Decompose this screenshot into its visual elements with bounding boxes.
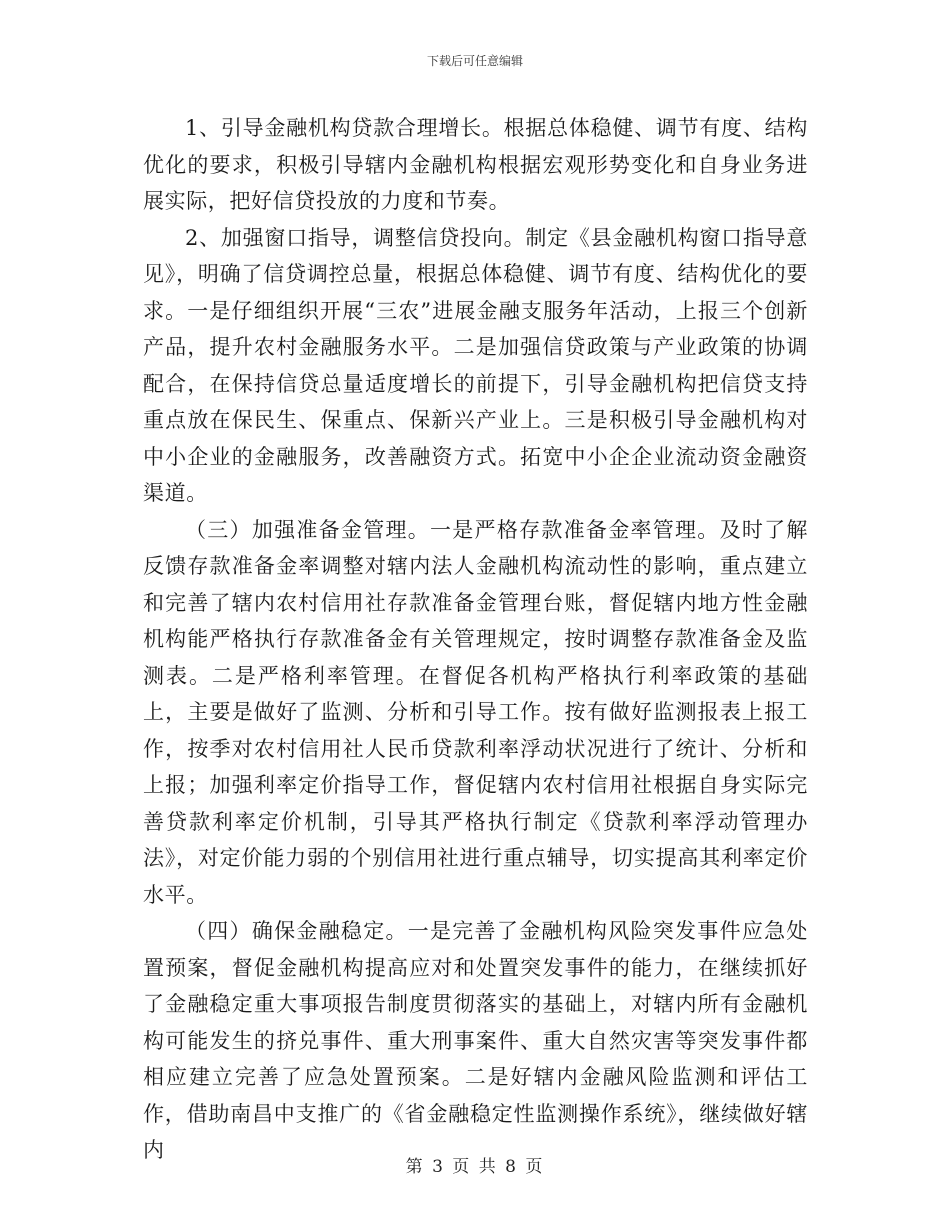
page-number-footer: 第 3 页 共 8 页 (405, 1157, 545, 1177)
paragraph-reserve-management: （三）加强准备金管理。一是严格存款准备金率管理。及时了解反馈存款准备金率调整对辖内法人金融机构流动性的影响，重点建立和完善了辖内农村信用社存款准备金管理台账，督促辖内地方性金融机构能严格执行存款准备金有关管理规定，按时调整存款准备金及监测表。二是严格利率管理。在督促各机构严格执行利率政策的基础上，主要是做好了监测、分析和引导工作。按有做好监测报表上报工作，按季对农村信用社人民币贷款利率浮动状况进行了统计、分析和上报；加强利率定价指导工作，督促辖内农村信用社根据自身实际完善贷款利率定价机制，引导其严格执行制定《贷款利率浮动管理办法》，对定价能力弱的个别信用社进行重点辅导，切实提高其利率定价水平。 (143, 517, 808, 907)
paragraph-financial-stability: （四）确保金融稳定。一是完善了金融机构风险突发事件应急处置预案，督促金融机构提高应对和处置突发事件的能力，在继续抓好了金融稳定重大事项报告制度贯彻落实的基础上，对辖内所有金融机构可能发生的挤兑事件、重大刑事案件、重大自然灾害等突发事件都相应建立完善了应急处置预案。二是好辖内金融风险监测和评估工作，借助南昌中支推广的《省金融稳定性监测操作系统》，继续做好辖内 (143, 919, 808, 1162)
document-body (143, 110, 808, 1169)
paragraph-loan-growth: 1、引导金融机构贷款合理增长。根据总体稳健、调节有度、结构优化的要求，积极引导辖内金融机构根据宏观形势变化和自身业务进展实际，把好信贷投放的力度和节奏。 (143, 116, 808, 213)
paragraph-window-guidance: 2、加强窗口指导，调整信贷投向。制定《县金融机构窗口指导意见》，明确了信贷调控总量，根据总体稳健、调节有度、结构优化的要求。一是仔细组织开展“三农”进展金融支服务年活动，上报三个创新产品，提升农村金融服务水平。二是加强信贷政策与产业政策的协调配合，在保持信贷总量适度增长的前提下，引导金融机构把信贷支持重点放在保民生、保重点、保新兴产业上。三是积极引导金融机构对中小企业的金融服务，改善融资方式。拓宽中小企企业流动资金融资渠道。 (143, 225, 808, 505)
page-header: 下载后可任意编辑 (426, 54, 523, 68)
